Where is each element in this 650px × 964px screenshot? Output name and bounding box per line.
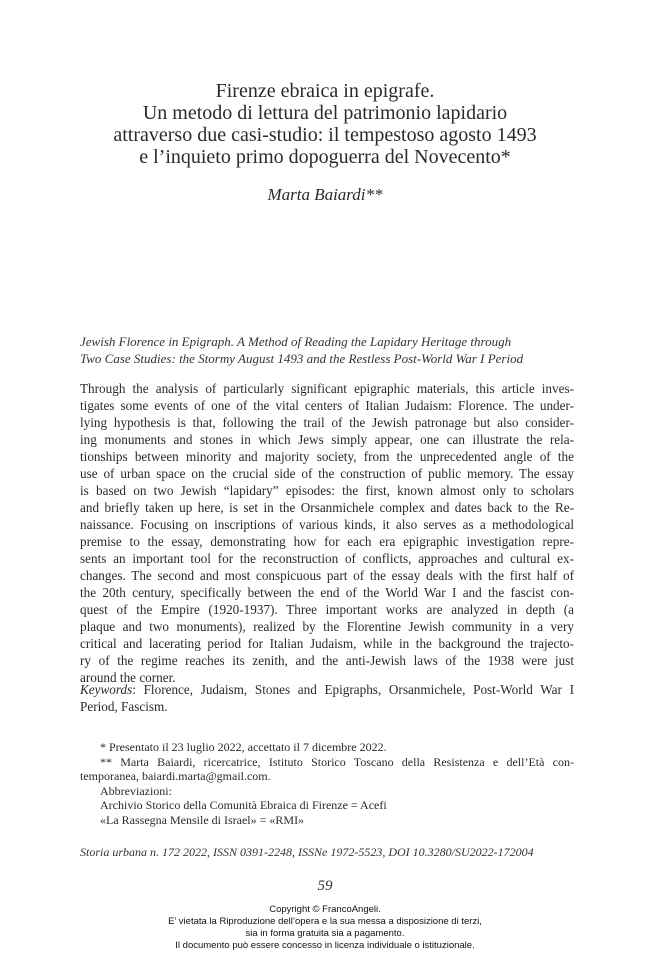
title-line: attraverso due casi-studio: il tempestoso agosto 1493 <box>113 124 537 146</box>
abstract-line: ing monuments and stones in which Jews simply appear, one can illustrate the rela- <box>80 432 574 447</box>
abstract-line: tigates some events of one of the vital centers of Italian Judaism: Florence. The under- <box>80 398 574 413</box>
page-number: 59 <box>317 878 333 894</box>
abstract-line: sents an important tool for the reconstruction of conflicts, approaches and cultural ex- <box>80 551 574 566</box>
abstract-line: plaque and two monuments), realized by the Florentine Jewish community in a very <box>80 619 574 634</box>
abbreviation-item: Archivio Storico della Comunità Ebraica di Firenze = Acefi <box>100 798 387 813</box>
abstract-line: ry of the regime reaches its zenith, and the anti-Jewish laws of the 1938 were just <box>80 653 574 668</box>
author-name: Marta Baiardi** <box>267 185 383 204</box>
abstract-line: changes. The second and most conspicuous part of the essay deals with the first half of <box>80 568 574 583</box>
abstract-line: naissance. Focusing on inscriptions of various kinds, it also serves as a methodological <box>80 517 574 532</box>
copyright-line: Il documento può essere concesso in licenza individuale o istituzionale. <box>175 940 475 951</box>
abstract-line: around the corner. <box>80 670 176 685</box>
keywords-list: : Florence, Judaism, Stones and Epigraphs, Orsanmichele, Post-World War I <box>132 682 574 697</box>
footnote-received: * Presentato il 23 luglio 2022, accettato il 7 dicembre 2022. <box>100 740 387 754</box>
english-title <box>80 333 580 367</box>
abstract-line: the 20th century, specifically between the end of the World War I and the fascist con- <box>80 585 574 600</box>
abstract-line: premise to the essay, demonstrating how for each era epigraphic investigation repre- <box>80 534 574 549</box>
abstract-line: use of urban space on the crucial side of the construction of public memory. The essay <box>80 466 574 481</box>
abbreviation-item: «La Rassegna Mensile di Israel» = «RMI» <box>100 812 305 827</box>
footnote-author: ** Marta Baiardi, ricercatrice, Istituto Storico Toscano della Resistenza e dell’Età con- <box>100 754 574 769</box>
copyright-line: Copyright © FrancoAngeli. <box>269 904 381 915</box>
copyright-notice <box>0 904 650 952</box>
keywords-line <box>80 681 574 698</box>
abstract-line: tionships between minority and majority society, from the unprecedented angle of the <box>80 449 574 464</box>
abstract-line: critical and lacerating period for Italian Judaism, while in the background the trajecto- <box>80 636 574 651</box>
keywords <box>80 681 574 715</box>
footnote-author-cont: temporanea, baiardi.marta@gmail.com. <box>80 769 271 784</box>
title-line: Firenze ebraica in epigrafe. <box>215 80 435 102</box>
abstract-line: quest of the Empire (1920-1937). Three important works are analyzed in depth (a <box>80 602 574 617</box>
abbreviations-heading: Abbreviazioni: <box>100 783 172 798</box>
title-line: e l’inquieto primo dopoguerra del Novecento* <box>139 146 511 168</box>
abstract-line: and briefly taken up here, is set in the Orsanmichele complex and dates back to the Re- <box>80 500 574 515</box>
abstract-line: lying hypothesis is that, following the trail of the Jewish patronage but also consider- <box>80 415 574 430</box>
title-line: Un metodo di lettura del patrimonio lapidario <box>142 102 508 124</box>
abstract-line: Through the analysis of particularly significant epigraphic materials, this article inves- <box>80 381 574 396</box>
keywords-line: Period, Fascism. <box>80 699 168 714</box>
english-title-line: Two Case Studies: the Stormy August 1493 and the Restless Post-World War I Period <box>80 351 524 366</box>
journal-citation: Storia urbana n. 172 2022, ISSN 0391-2248, ISSNe 1972-5523, DOI 10.3280/SU2022-172004 <box>80 845 534 859</box>
abstract <box>80 380 574 686</box>
keywords-label: Keywords <box>80 682 133 697</box>
abstract-line: is based on two Jewish “lapidary” episodes: the first, known almost only to scholars <box>80 483 574 498</box>
english-title-line: Jewish Florence in Epigraph. A Method of Reading the Lapidary Heritage through <box>80 334 512 349</box>
article-title <box>0 80 650 168</box>
copyright-line: E’ vietata la Riproduzione dell’opera e la sua messa a disposizione di terzi, <box>168 916 482 927</box>
footnotes <box>80 740 574 828</box>
copyright-line: sia in forma gratuita sia a pagamento. <box>245 928 405 939</box>
